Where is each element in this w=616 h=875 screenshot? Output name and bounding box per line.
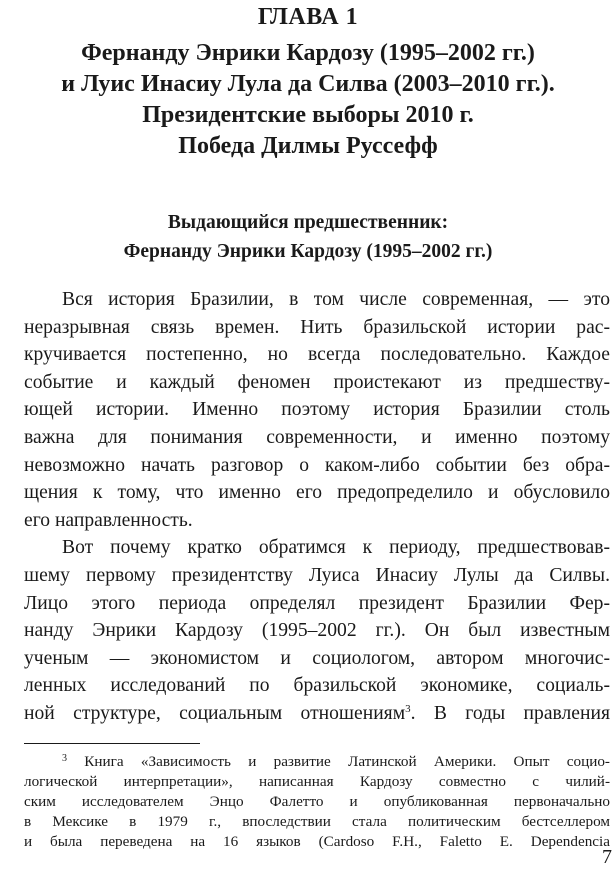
chapter-title-line: Победа Дилмы Руссефф bbox=[178, 133, 438, 159]
footnote-divider bbox=[24, 743, 200, 744]
footnote-line: ским исследователем Энцо Фалетто и опубликованная первоначально bbox=[24, 793, 610, 810]
chapter-label: ГЛАВА 1 bbox=[257, 4, 359, 30]
footnote-line: логической интерпретации», написанная Кардозу совместно с чилий- bbox=[24, 773, 610, 790]
paragraph-line-text: ной структуре, социальным отношениям bbox=[24, 702, 406, 724]
section-title-line: Фернанду Энрики Кардозу (1995–2002 гг.) bbox=[123, 241, 493, 262]
paragraph-line: важна для понимания современности, и именно поэтому bbox=[24, 426, 610, 448]
paragraph-line-tail: . В годы правления bbox=[410, 702, 610, 724]
footnote-line-text: Книга «Зависимость и развитие Латинской Америки. Опыт социо- bbox=[84, 753, 610, 770]
footnote bbox=[24, 752, 610, 852]
footnote-line bbox=[24, 752, 610, 772]
section-title-line: Выдающийся предшественник: bbox=[167, 212, 449, 233]
footnote-reference[interactable]: 3 bbox=[405, 702, 411, 715]
chapter-title-line: Фернанду Энрики Кардозу (1995–2002 гг.) bbox=[81, 40, 535, 66]
chapter-title-line: Президентские выборы 2010 г. bbox=[142, 102, 474, 128]
page-number: 7 bbox=[602, 846, 612, 868]
section-title bbox=[20, 208, 596, 266]
paragraph-line: Вот почему кратко обратимся к периоду, предшествовав- bbox=[62, 537, 610, 559]
paragraph-line: Вся история Бразилии, в том числе современная, — это bbox=[62, 289, 610, 310]
paragraph-line-with-footnote bbox=[24, 700, 610, 728]
footnote-line: и была переведена на 16 языков (Cardoso F.H., Faletto E. Dependencia bbox=[24, 833, 610, 850]
paragraph-line: нанду Энрики Кардозу (1995–2002 гг.). Он был известным bbox=[24, 620, 610, 642]
footnote-number: 3 bbox=[62, 753, 67, 764]
footnote-line: в Мексике в 1979 г., впоследствии стала политическим бестселлером bbox=[24, 813, 610, 830]
paragraph-line: ленных исследований по бразильской экономике, социаль- bbox=[24, 675, 610, 697]
chapter-title bbox=[20, 38, 596, 162]
paragraph-line: Лицо этого периода определял президент Бразилии Фер- bbox=[24, 592, 610, 614]
paragraph-line: ученым — экономистом и социологом, автором многочис- bbox=[24, 647, 610, 669]
paragraph-line: щения к тому, что именно его предопределило и обусловило bbox=[24, 482, 610, 504]
body-text bbox=[24, 286, 610, 728]
paragraph-line: ющей истории. Именно поэтому история Бразилии столь bbox=[24, 399, 610, 421]
paragraph-line: кручивается постепенно, но всегда последовательно. Каждое bbox=[24, 344, 610, 366]
paragraph-line: неразрывная связь времен. Нить бразильской истории рас- bbox=[24, 316, 610, 338]
chapter-title-line: и Луис Инасиу Лула да Силва (2003–2010 гг.). bbox=[61, 71, 555, 97]
paragraph-line: шему первому президентству Луиса Инасиу Лулы да Силвы. bbox=[24, 564, 610, 586]
paragraph-line: его направленность. bbox=[24, 509, 193, 531]
paragraph-line: невозможно начать разговор о каком-либо событии без обра- bbox=[24, 454, 610, 476]
paragraph-line: событие и каждый феномен проистекают из предшеству- bbox=[24, 371, 610, 393]
